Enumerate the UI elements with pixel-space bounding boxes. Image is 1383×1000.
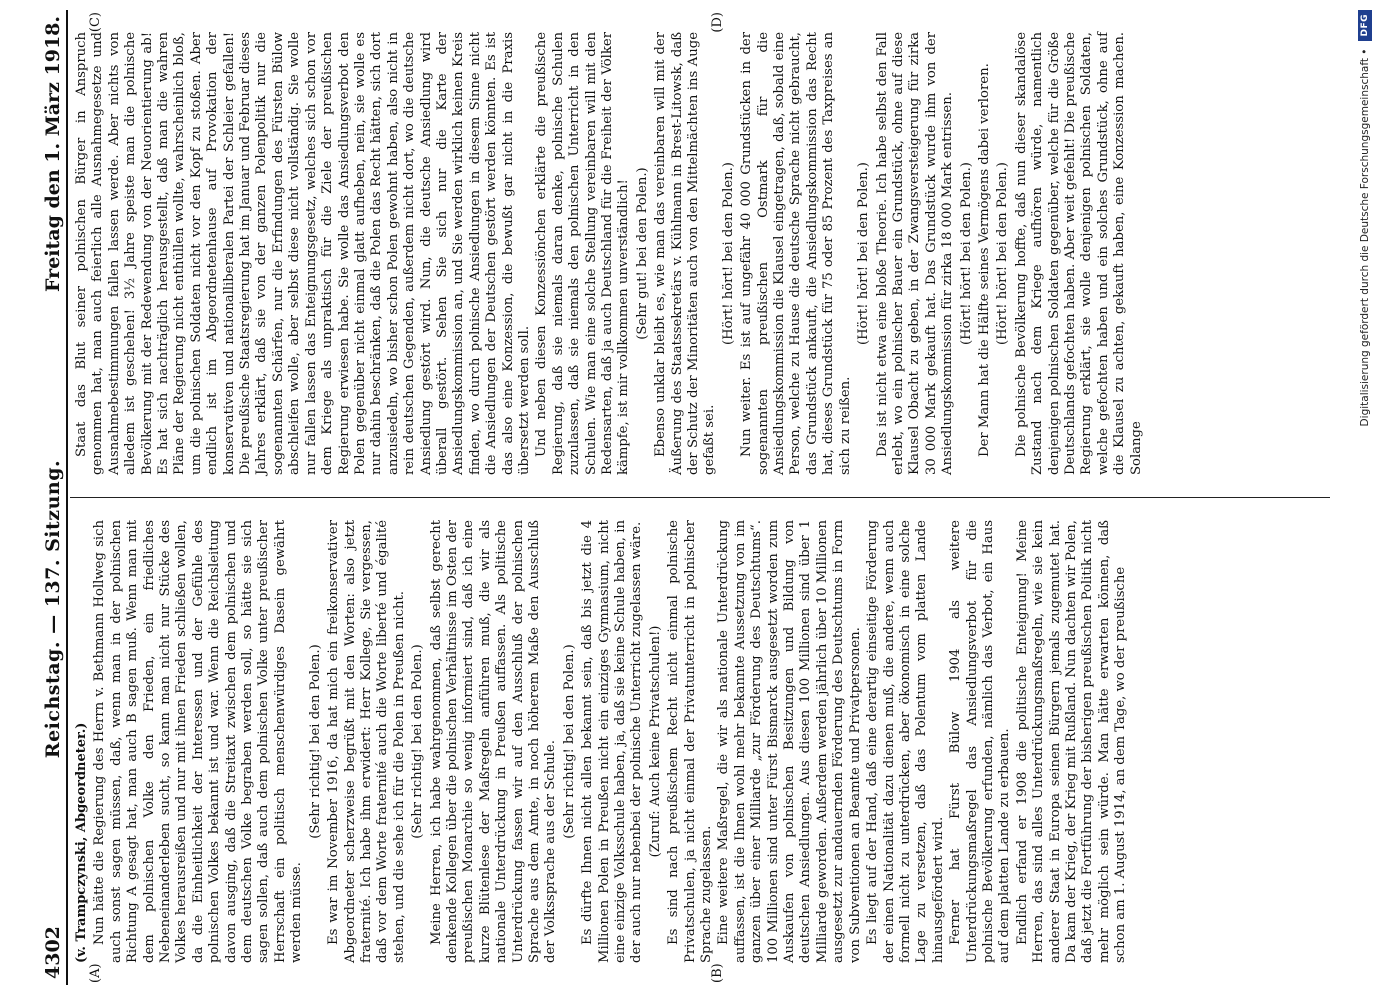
paragraph: Endlich erfand er 1908 die politische Enteignung! Meine Herren, das sind alles Unterdrückungsmaßregeln, wie sie kein anderer Staat in Europa seinen Bürgern jemals zugemutet hat. Da kam der Krieg, der Krieg mit Rußland. Nun dachten wir Polen, daß jetzt die Fortführung der bisherigen preußischen Politik nicht mehr möglich sein würde. Man hätte erwarten können, daß schon am 1. August 1914, an dem Tage, wo der preußische xyxy=(1014,520,1129,963)
interjection: (Sehr richtig! bei den Polen.) xyxy=(561,644,577,839)
margin-letter-c: (C) xyxy=(88,12,103,33)
paragraph: Es sind nach preußischem Recht nicht einmal polnische Privatschulen, ja nicht einmal der Privatunterricht in polnischer Sprache zugelassen. xyxy=(666,520,715,963)
interjection: (Sehr gut! bei den Polen.) xyxy=(634,167,650,340)
paragraph: Eine weitere Maßregel, die wir als nationale Unterdrückung auffassen, ist die Ihnen wohl mehr bekannte Aussetzung von im ganzen über einer Milliarde „zur Förderung des Deutschtums“. 100 Millionen sind unter Fürst Bismarck ausgesetzt worden zum Auskaufen von polnischen Besitzungen und Bildung von deutschen Ansiedlungen. Aus diesen 100 Millionen sind über 1 Milliarde geworden. Außerdem werden jährlich über 10 Millionen ausgesetzt zur andauernden Förderung des Deutschtums in Form von Subventionen an Beamte und Privatpersonen. xyxy=(716,520,863,963)
paragraph: Staat das Blut seiner polnischen Bürger in Anspruch genommen hat, man auch feierlich alle Ausnahmegesetze und Ausnahmebestimmungen fallen lassen werde. Aber nichts von alledem ist geschehen! 3½ Jahre speiste man die polnische Bevölkerung mit der Redewendung von der Neuorientierung ab! Es hat sich nachträglich herausgestellt, daß man die wahren Pläne der Regierung nicht enthüllen wollte, wahrscheinlich bloß, um die polnischen Soldaten nicht vor den Kopf zu stoßen. Aber endlich ist im Abgeordnetenhause auf Provokation der konservativen und nationalliberalen Partei der Schleier gefallen! Die preußische Staatsregierung hat im Januar und Februar dieses Jahres erklärt, daß sie von der ganzen Polenpolitik nur die sogenannten Schärfen, nur die Erfindungen des Fürsten Bülow abschleifen wolle, aber selbst diese nicht vollständig. Sie wolle nur fallen lassen das Enteignungsgesetz, welches sich schon vor dem Kriege als unpraktisch für die Ziele der preußischen Regierung erwiesen habe. Sie wolle das Ansiedlungsverbot den Polen gegenüber nicht einmal glatt aufheben, nein, sie wolle es nur dahin beschränken, daß die Polen das Recht hätten, sich dort anzusiedeln, wo bisher schon Polen gewohnt haben, also nicht in rein deutschen Gegenden, außerdem nicht dort, wo die deutsche Ansiedlung gestört wird. Nun, die deutsche Ansiedlung wird überall gestört. Sehen Sie sich nur die Karte der Ansiedlungskommission an, und Sie werden wirklich keinen Kreis finden, wo durch polnische Ansiedlungen in diesem Sinne nicht die Ansiedlungen der Deutschen gestört werden könnten. Es ist das also eine Konzession, die bewußt gar nicht in die Praxis übersetzt werden soll. xyxy=(74,32,532,475)
paragraph: Nun weiter. Es ist auf ungefähr 40 000 Grundstücken in der sogenannten preußischen Ostmark für die Ansiedlungskommission die Klausel eingetragen, daß, sobald eine Person, welche zu Hause die deutsche Sprache nicht gebraucht, das Grundstück ankauft, die Ansiedlungskommission das Recht hat, dieses Grundstück für 75 oder 85 Prozent des Taxpreises an sich zu reißen. xyxy=(739,32,853,475)
paragraph: Das ist nicht etwa eine bloße Theorie. Ich habe selbst den Fall erlebt, wo ein polnischer Bauer ein Grundstück, ohne auf diese Klausel Obacht zu geben, in der Zwangsversteigerung für zirka 30 000 Mark gekauft hat. Das Grundstück wurde ihm von der Ansiedlungskommission für zirka 18 000 Mark entrissen. xyxy=(874,32,956,475)
digitization-credit xyxy=(1350,10,1380,990)
session-title: Reichstag. — 137. Sitzung. xyxy=(42,459,64,759)
page-number: 4302 xyxy=(42,926,64,979)
paragraph: Ferner hat Fürst Bülow 1904 als weitere Unterdrückungsmaßregel das Ansiedlungsverbot für die polnische Bevölkerung erfunden, nämlich das Verbot, ein Haus auf dem platten Lande zu erbauen. xyxy=(948,520,1013,963)
newspaper-page xyxy=(30,10,1330,985)
paragraph: Es war im November 1916, da hat mich ein freikonservativer Abgeordneter scherzweise begrüßt mit den Worten: also jetzt fraternité. Ich habe ihm erwidert: Herr Kollege, Sie vergessen, daß vor dem Worte fraternité auch die Worte liberté und égalité stehen, und die sehe ich für die Polen in Preußen nicht. xyxy=(326,520,407,963)
margin-letter-b: (B) xyxy=(710,963,725,983)
paragraph: Meine Herren, ich habe wahrgenommen, daß selbst gerecht denkende Kollegen über die polnischen Verhältnisse im Osten der preußischen Monarchie so wenig informiert sind, daß ich eine kurze Blütenlese der Maßregeln anführen muß, die wir als nationale Unterdrückung in Preußen auffassen. Als politische Unterdrückung fassen wir auf den Ausschluß der polnischen Sprache aus dem Amte, in noch höherem Maße den Ausschluß der Volkssprache aus der Schule. xyxy=(428,520,559,963)
right-column xyxy=(70,10,1330,498)
left-column xyxy=(70,498,1330,985)
interjection: (Zuruf: Auch keine Privatschulen!) xyxy=(647,625,663,858)
session-date: Freitag den 1. März 1918. xyxy=(42,16,64,292)
paragraph: Der Mann hat die Hälfte seines Vermögens dabei verloren. xyxy=(976,63,992,457)
paragraph: Es dürfte Ihnen nicht allen bekannt sein, daß bis jetzt die 4 Millionen Polen in Preußen nicht ein einziges Gymnasium, nicht eine einzige Volksschule haben, ja, daß sie keine Schule haben, in der auch nur nebenbei der polnische Unterricht zugelassen wäre. xyxy=(580,520,645,963)
paragraph: Es liegt auf der Hand, daß eine derartig einseitige Förderung der einen Nationalität dazu dienen muß, die andere, wenn auch formell nicht zu unterdrücken, aber ökonomisch in eine solche Lage zu versetzen, daß das Polentum vom platten Lande hinausgefördert wird. xyxy=(865,520,946,963)
interjection: (Hört! hört! bei den Polen.) xyxy=(958,162,974,345)
credit-text: Digitalisierung gefördert durch die Deutsche Forschungsgemeinschaft • xyxy=(1359,48,1371,427)
interjection: (Sehr richtig! bei den Polen.) xyxy=(307,644,323,839)
paragraph: Ebenso unklar bleibt es, wie man das vereinbaren will mit der Äußerung des Staatssekretärs v. Kühlmann in Brest-Litowsk, daß der Schutz der Minoritäten auch von den Mittelmächten ins Auge gefaßt sei. xyxy=(653,32,718,475)
interjection: (Sehr richtig! bei den Polen.) xyxy=(410,644,426,839)
margin-letter-d: (D) xyxy=(710,12,725,33)
text-columns xyxy=(70,10,1330,985)
dfg-logo: DFG xyxy=(1358,10,1372,41)
interjection: (Hört! hört! bei den Polen.) xyxy=(856,162,872,345)
paragraph: Nun hätte die Regierung des Herrn v. Bethmann Hollweg sich auch sonst sagen müssen, daß, wenn man in der polnischen Richtung A gesagt hat, man auch B sagen muß. Wenn man mit dem polnischen Volke den Frieden, ein friedliches Nebeneinanderleben sucht, so kann man nicht nur Stücke des Volkes herausreißen und nur mit ihnen Frieden schließen wollen, da die Einheitlichkeit der Interessen und der Gefühle des polnischen Volkes bekannt ist und war. Wenn die Reichsleitung davon ausging, daß die Streitaxt zwischen dem polnischen und dem deutschen Volke begraben werden soll, so hätte sie sich sagen sollen, daß auch dem polnischen Volke unter preußischer Herrschaft ein politisch menschenwürdiges Dasein gewährt werden müsse. xyxy=(92,520,305,963)
paragraph: Und neben diesen Konzessiönchen erklärte die preußische Regierung, daß sie niemals daran denke, polnische Schulen zuzulassen, daß sie niemals den polnischen Unterricht in den Schulen. Wie man eine solche Stellung vereinbaren will mit den Redensarten, daß ja auch Deutschland für die Freiheit der Völker kämpfe, ist mir vollkommen unverständlich! xyxy=(534,32,632,475)
interjection: (Hört! hört! bei den Polen.) xyxy=(720,162,736,345)
paragraph: Die polnische Bevölkerung hoffte, daß nun dieser skandalöse Zustand nach dem Kriege aufhören würde, namentlich denjenigen polnischen Soldaten gegenüber, welche für die Größe Deutschlands gefochten haben. Aber weit gefehlt! Die preußische Regierung erklärt, sie wolle denjenigen polnischen Soldaten, welche gefochten haben und ein solches Grundstück, ohne auf die Klausel zu achten, gekauft haben, eine Konzession machen. Solange xyxy=(1013,32,1144,475)
speaker-tag: (v. Trampczynski, Abgeordneter.) xyxy=(74,722,89,963)
running-head xyxy=(36,10,68,985)
margin-letter-a: (A) xyxy=(88,963,103,983)
interjection: (Hört! hört! bei den Polen.) xyxy=(995,162,1011,345)
